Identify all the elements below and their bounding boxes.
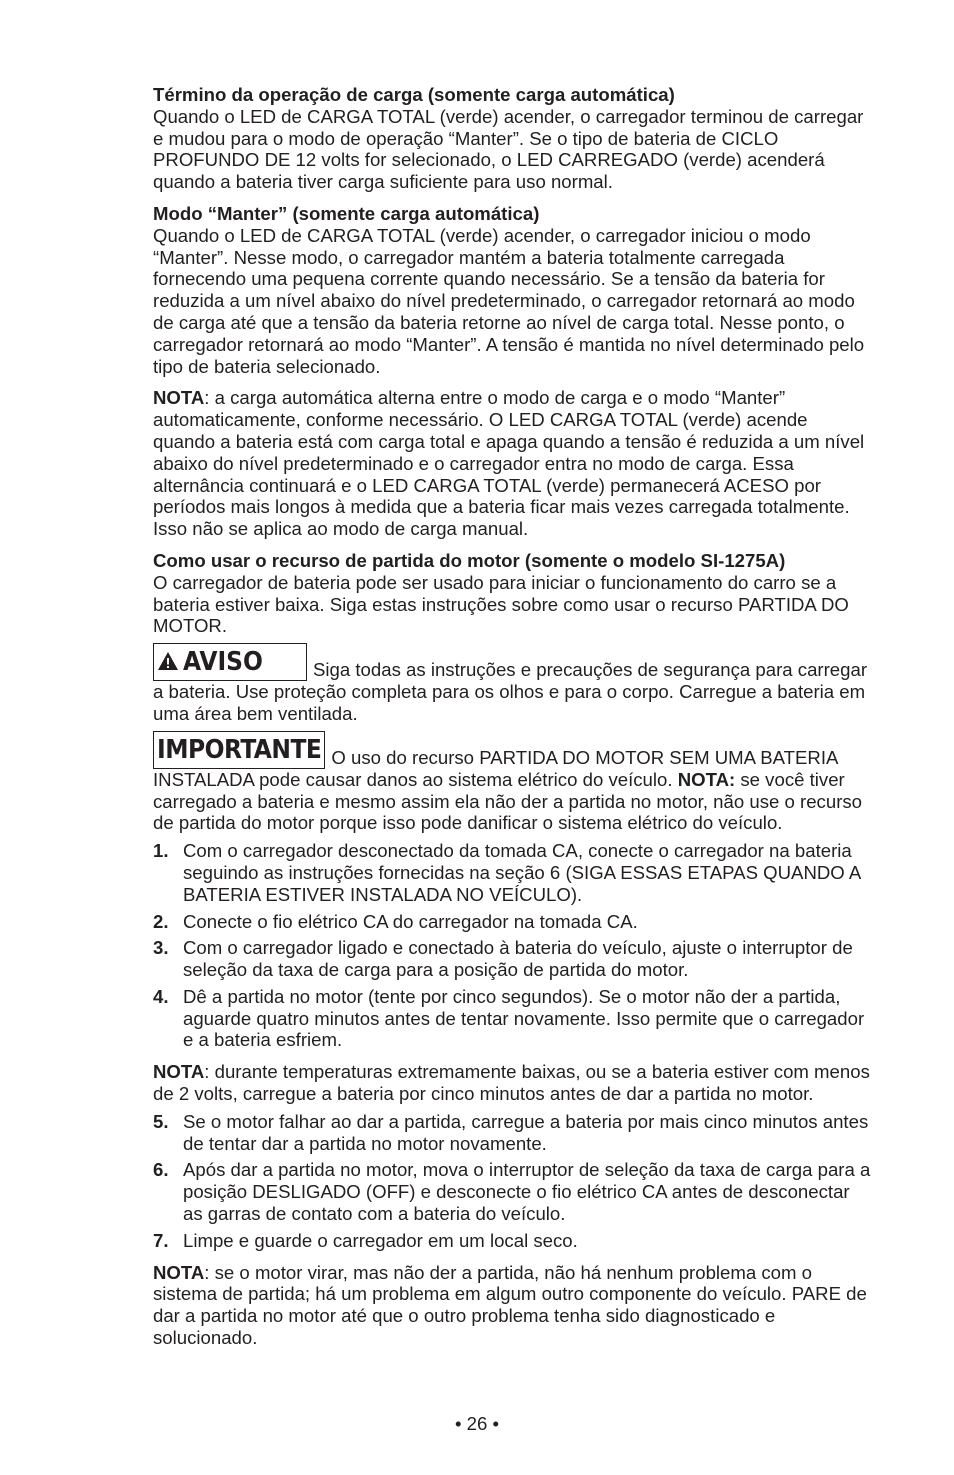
step-text: Após dar a partida no motor, mova o interruptor de seleção da taxa de carga para a posição DESLIGADO (OFF) e desconecte o fio elétrico CA antes de desconectar as garras de contato com a bateria do veículo. [183, 1159, 871, 1225]
steps-list [153, 840, 873, 1051]
step-number: 6. [153, 1159, 169, 1181]
step-text: Limpe e guarde o carregador em um local seco. [183, 1229, 578, 1251]
section-engine-start [153, 550, 873, 637]
warning-paragraph [153, 643, 873, 725]
section-maintain-mode [153, 203, 873, 377]
step-text: Com o carregador ligado e conectado à bateria do veículo, ajuste o interruptor de seleção da taxa de carga para a posição de partida do motor. [183, 937, 853, 981]
note-text: : durante temperaturas extremamente baixas, ou se a bateria estiver com menos de 2 volts, carregue a bateria por cinco minutos antes de dar a partida no motor. [153, 1061, 870, 1105]
list-item [153, 911, 873, 933]
note-label: NOTA [153, 1261, 205, 1283]
list-item [153, 1230, 873, 1252]
section-body: O carregador de bateria pode ser usado para iniciar o funcionamento do carro se a bateria estiver baixa. Siga estas instruções sobre como usar o recurso PARTIDA DO MOTOR. [153, 571, 849, 637]
section-heading: Término da operação de carga (somente carga automática) [153, 84, 675, 105]
section-body: Quando o LED de CARGA TOTAL (verde) acender, o carregador terminou de carregar e mudou para o modo de operação “Manter”. Se o tipo de bateria de CICLO PROFUNDO DE 12 volts for selecionado, o LED CARREGADO (verde) acenderá quando a bateria tiver carga suficiente para uso normal. [153, 105, 864, 193]
step-number: 5. [153, 1110, 169, 1132]
step-text: Conecte o fio elétrico CA do carregador na tomada CA. [183, 910, 638, 932]
warning-text: Siga todas as instruções e precauções de segurança para carregar a bateria. Use proteção completa para os olhos e para o corpo. Carregue a bateria em uma área bem ventilada. [153, 659, 868, 724]
important-note-label: NOTA: [677, 768, 736, 790]
list-item [153, 986, 873, 1051]
section-heading: Como usar o recurso de partida do motor (somente o modelo SI-1275A) [153, 549, 786, 571]
list-item [153, 1111, 873, 1155]
note-text: : se o motor virar, mas não der a partida, não há nenhum problema com o sistema de partida; há um problema em algum outro componente do veículo. PARE de dar a partida no motor até que o outro problema tenha sido diagnosticado e solucionado. [153, 1261, 867, 1349]
note-paragraph [153, 387, 873, 540]
step-number: 7. [153, 1229, 169, 1251]
warning-badge [153, 643, 307, 681]
section-charge-end [153, 84, 873, 193]
note-label: NOTA [153, 1061, 205, 1083]
warning-triangle-icon [157, 651, 179, 671]
steps-list [153, 1111, 873, 1252]
section-body: Quando o LED de CARGA TOTAL (verde) acender, o carregador iniciou o modo “Manter”. Nesse modo, o carregador mantém a bateria totalmente carregada fornecendo uma pequena corrente quando necessário. Se a tensão da bateria for reduzida a um nível abaixo do nível predeterminado, o carregador retornará ao modo de carga até que a tensão da bateria retorne ao nível de carga total. Nesse ponto, o carregador retornará ao modo “Manter”. A tensão é mantida no nível determinado pelo tipo de bateria selecionado. [153, 224, 865, 377]
important-paragraph [153, 731, 873, 834]
note-paragraph [153, 1061, 873, 1105]
warning-label: AVISO [183, 647, 263, 678]
important-badge: IMPORTANTE [153, 731, 325, 769]
page-content [153, 84, 873, 1349]
list-item [153, 937, 873, 981]
step-number: 2. [153, 910, 169, 932]
page-number: • 26 • [454, 1413, 500, 1434]
step-number: 4. [153, 985, 169, 1007]
step-text: Dê a partida no motor (tente por cinco segundos). Se o motor não der a partida, aguarde quatro minutos antes de tentar novamente. Isso permite que o carregador e a bateria esfriem. [183, 985, 865, 1051]
step-text: Se o motor falhar ao dar a partida, carregue a bateria por mais cinco minutos antes de tentar dar a partida no motor novamente. [183, 1110, 869, 1154]
step-text: Com o carregador desconectado da tomada CA, conecte o carregador na bateria seguindo as instruções fornecidas na seção 6 (SIGA ESSAS ETAPAS QUANDO A BATERIA ESTIVER INSTALADA NO VEÍCULO). [183, 840, 861, 905]
important-note-text: se você tiver carregado a bateria e mesmo assim ela não der a partida no motor, não use o recurso de partida do motor porque isso pode danificar o sistema elétrico do veículo. [153, 768, 863, 834]
note-label: NOTA [153, 387, 205, 409]
note-paragraph [153, 1262, 873, 1349]
important-text: O uso do recurso PARTIDA DO MOTOR SEM UMA BATERIA INSTALADA pode causar danos ao sistema elétrico do veículo. [153, 746, 838, 790]
section-heading: Modo “Manter” (somente carga automática) [153, 202, 540, 224]
list-item [153, 840, 873, 905]
note-text: : a carga automática alterna entre o modo de carga e o modo “Manter” automaticamente, conforme necessário. O LED CARGA TOTAL (verde) acende quando a bateria está com carga total e apaga quando a tensão é reduzida a um nível abaixo do nível predeterminado e o carregador entra no modo de carga. Essa alternância continuará e o LED CARGA TOTAL (verde) permanecerá ACESO por períodos mais longos à medida que a bateria ficar mais vezes carregada totalmente. Isso não se aplica ao modo de carga manual. [153, 387, 865, 540]
step-number: 3. [153, 937, 169, 959]
list-item [153, 1159, 873, 1224]
step-number: 1. [153, 840, 169, 862]
